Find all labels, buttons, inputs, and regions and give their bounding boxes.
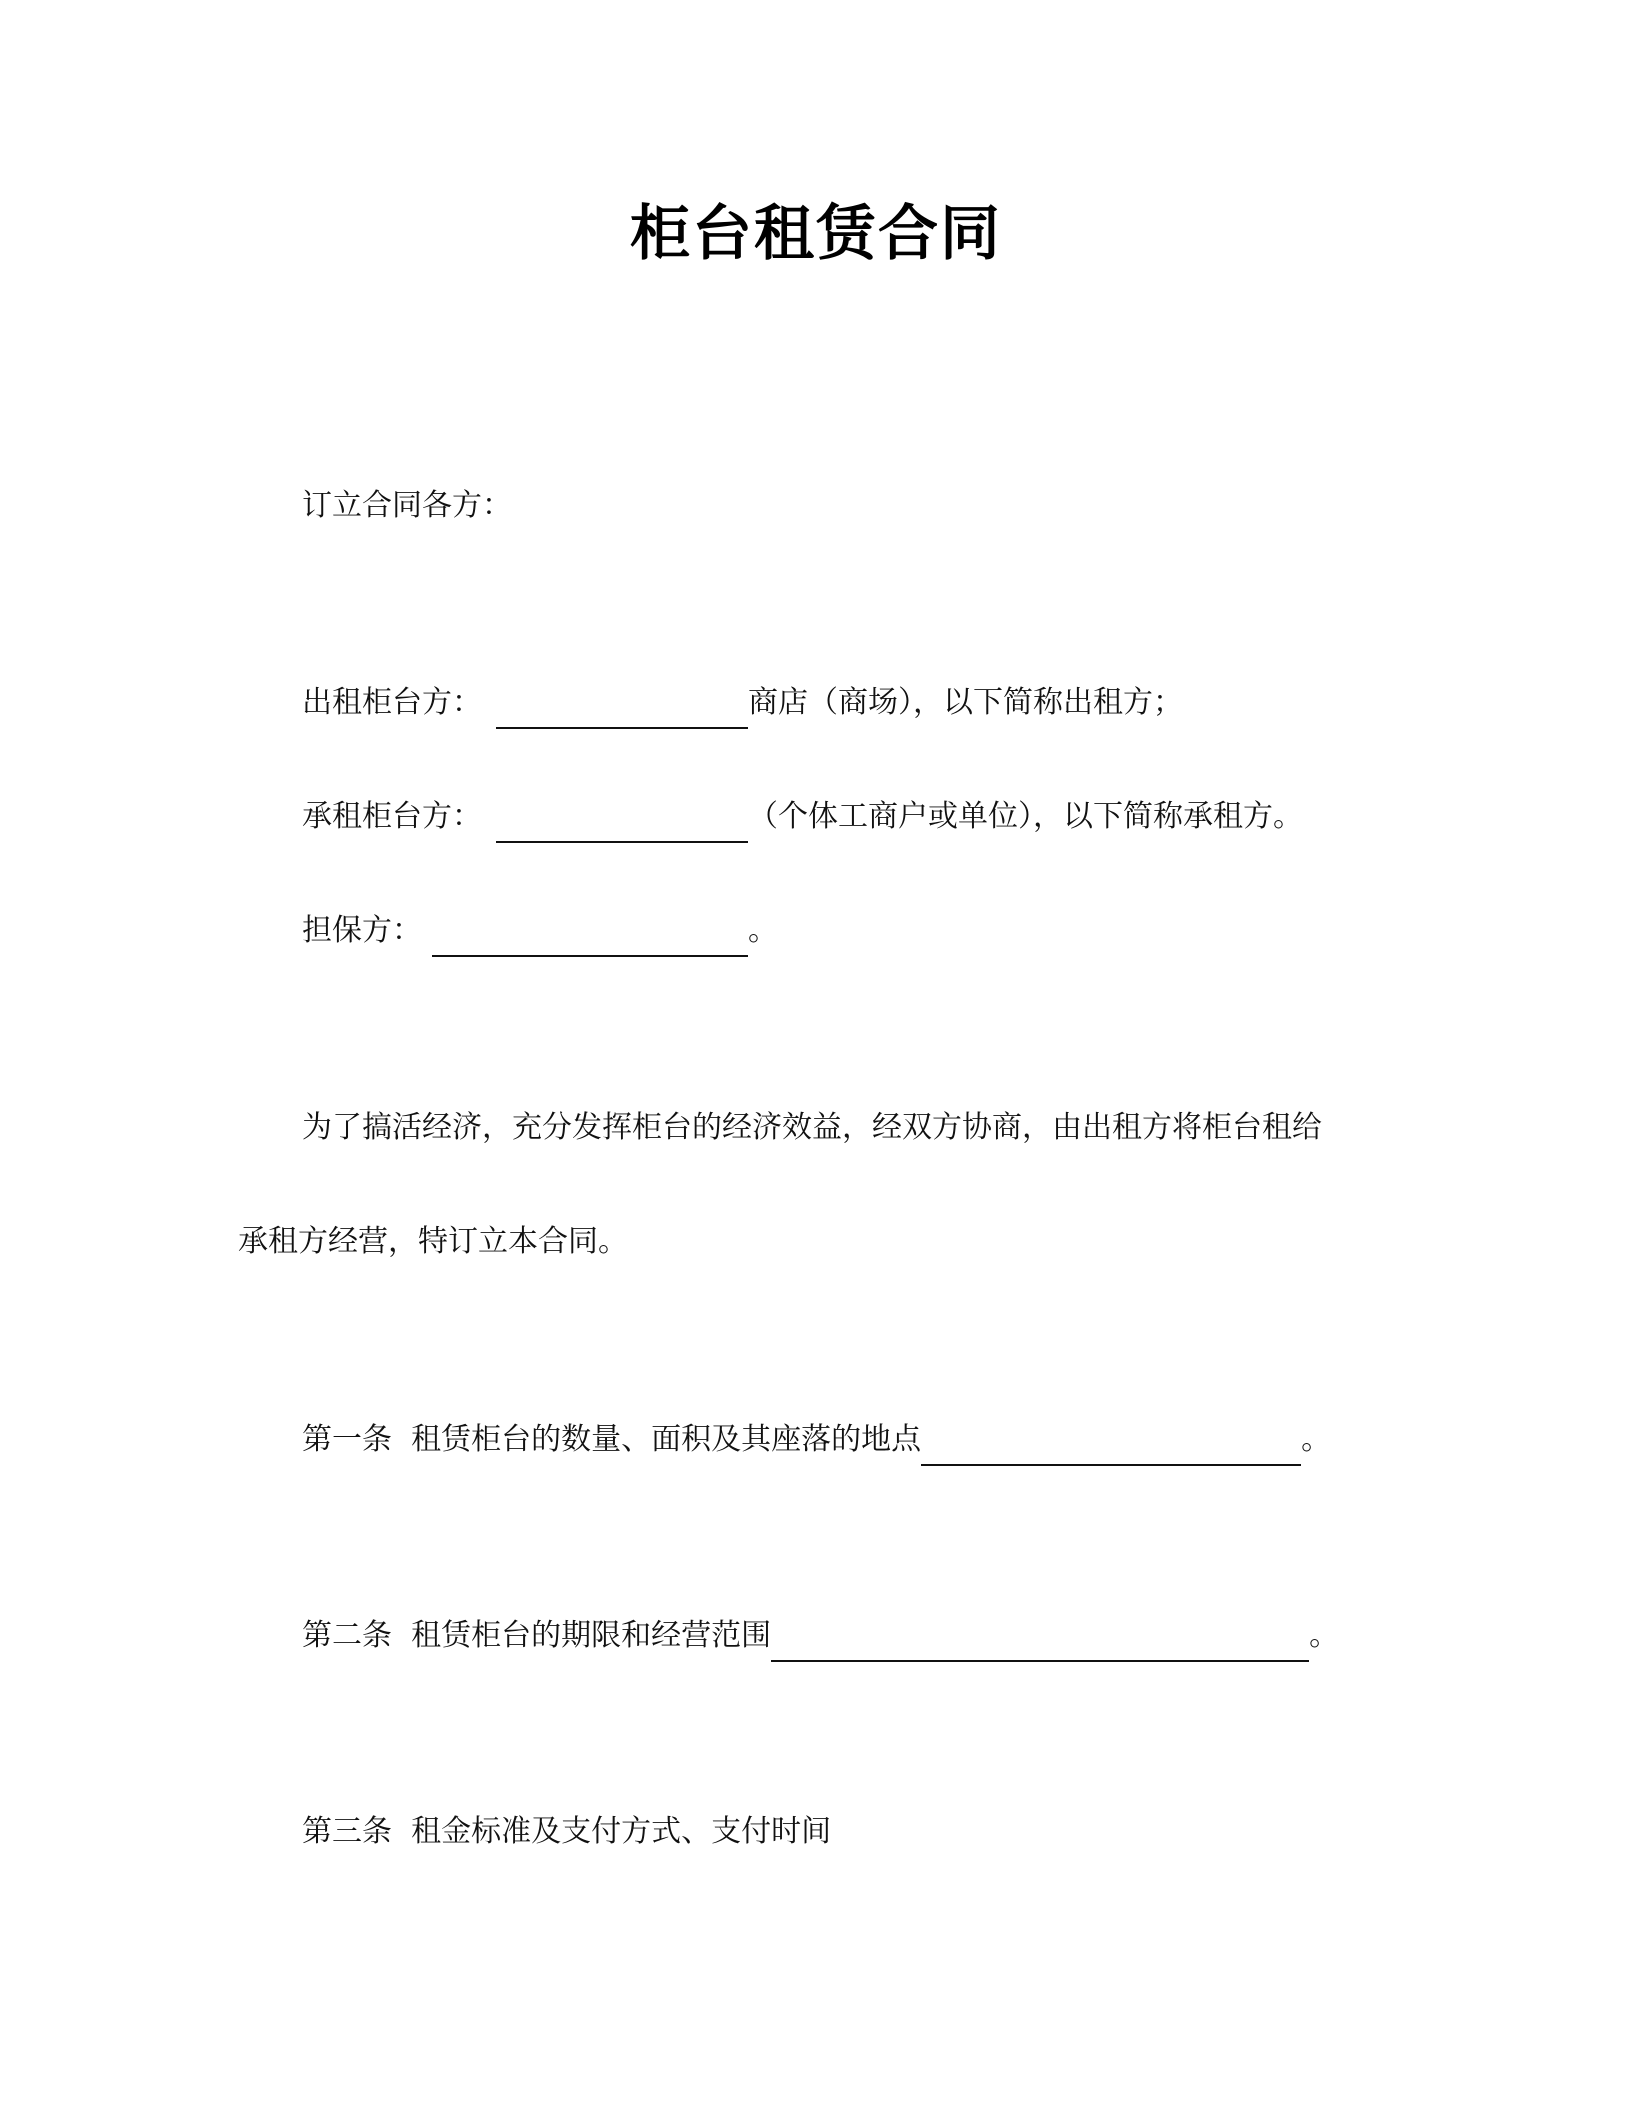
lessee-label: 承租柜台方： [302,799,482,834]
parties-heading: 订立合同各方： [302,488,512,523]
guarantor-blank[interactable] [432,921,748,957]
guarantor-suffix: 。 [748,913,778,948]
guarantor-label: 担保方： [302,913,422,948]
lessor-suffix: 商店（商场），以下简称出租方； [748,685,1183,720]
preamble-line-1: 为了搞活经济，充分发挥柜台的经济效益，经双方协商，由出租方将柜台租给 [302,1110,1322,1145]
article-1-blank[interactable] [921,1430,1301,1466]
lessor-label: 出租柜台方： [302,685,482,720]
article-3: 第三条 租金标准及支付方式、支付时间 [302,1814,832,1849]
article-1-suffix: 。 [1301,1422,1332,1457]
article-2-blank[interactable] [771,1626,1309,1662]
document-title: 柜台租赁合同 [630,199,1002,269]
guarantor-line [302,911,778,951]
article-2-text: 第二条 租赁柜台的期限和经营范围 [302,1618,772,1653]
lessor-line [302,683,1183,723]
lessee-line [302,797,1303,837]
article-2-suffix: 。 [1309,1618,1340,1653]
lessee-suffix: （个体工商户或单位），以下简称承租方。 [748,799,1303,834]
article-1 [302,1420,1331,1460]
article-2 [302,1616,1339,1656]
lessee-blank[interactable] [496,807,748,843]
preamble-line-2: 承租方经营，特订立本合同。 [238,1224,628,1259]
article-1-text: 第一条 租赁柜台的数量、面积及其座落的地点 [302,1422,922,1457]
lessor-blank[interactable] [496,693,748,729]
